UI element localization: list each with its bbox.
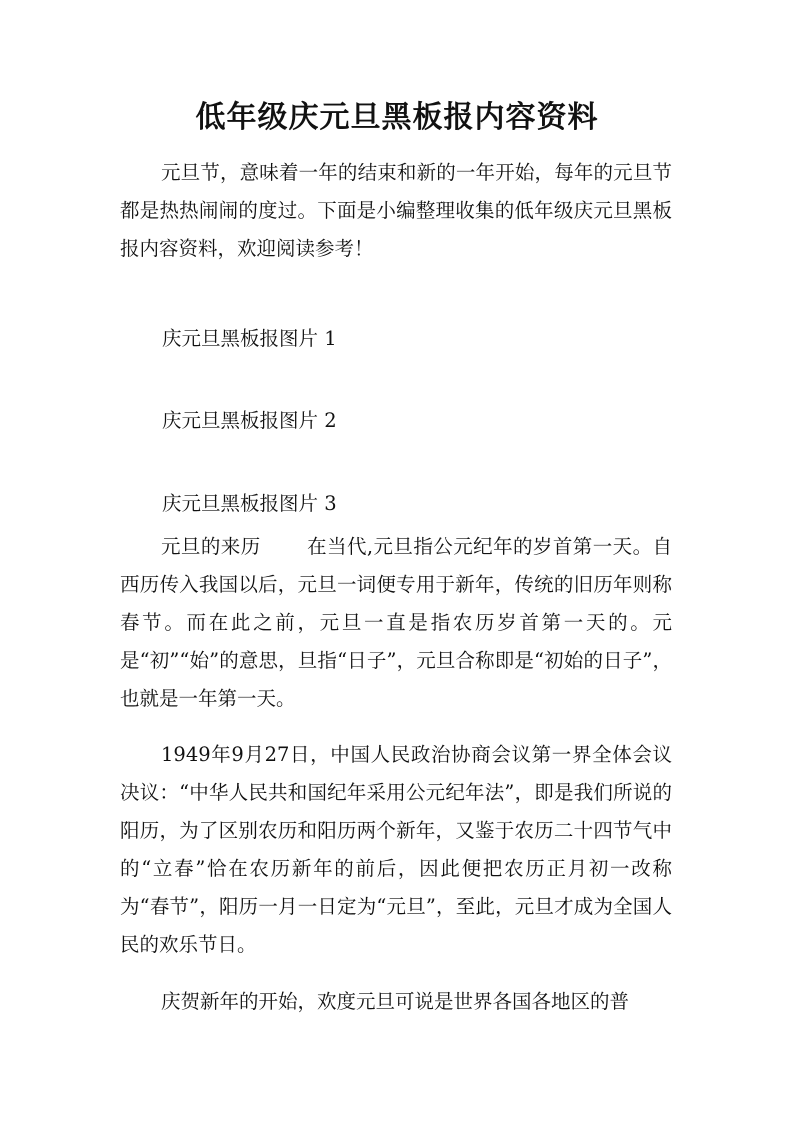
origin-text: 在当代,元旦指公元纪年的岁首第一天。自西历传入我国以后，元旦一词便专用于新年，传统的旧历年则称春节。而在此之前，元旦一直是指农历岁首第一天的。元是“初”“始”的意思，旦指“日子”，元旦合称即是“初始的日子”，也就是一年第一天。 — [120, 535, 672, 710]
origin-heading: 元旦的来历 — [161, 535, 261, 558]
page-title: 低年级庆元旦黑板报内容资料 — [195, 100, 599, 135]
history-paragraph: 1949年9月27日，中国人民政治协商会议第一界全体会议决议：“中华人民共和国纪年采用公元纪年法”，即是我们所说的阳历，为了区别农历和阳历两个新年，又鉴于农历二十四节气中的“立春”恰在农历新年的前后，因此便把农历正月初一改称为“春节”，阳历一月一日定为“元旦”，至此，元旦才成为全国人民的欢乐节日。 — [120, 743, 672, 956]
intro-paragraph: 元旦节，意味着一年的结束和新的一年开始，每年的元旦节都是热热闹闹的度过。下面是小编整理收集的低年级庆元旦黑板报内容资料，欢迎阅读参考！ — [120, 161, 672, 260]
image-caption-1: 庆元旦黑板报图片 1 — [162, 327, 337, 350]
image-caption-3: 庆元旦黑板报图片 3 — [162, 492, 337, 515]
origin-paragraph — [120, 528, 672, 718]
celebration-paragraph: 庆贺新年的开始，欢度元旦可说是世界各国各地区的普 — [161, 990, 630, 1013]
image-caption-2: 庆元旦黑板报图片 2 — [162, 409, 337, 432]
